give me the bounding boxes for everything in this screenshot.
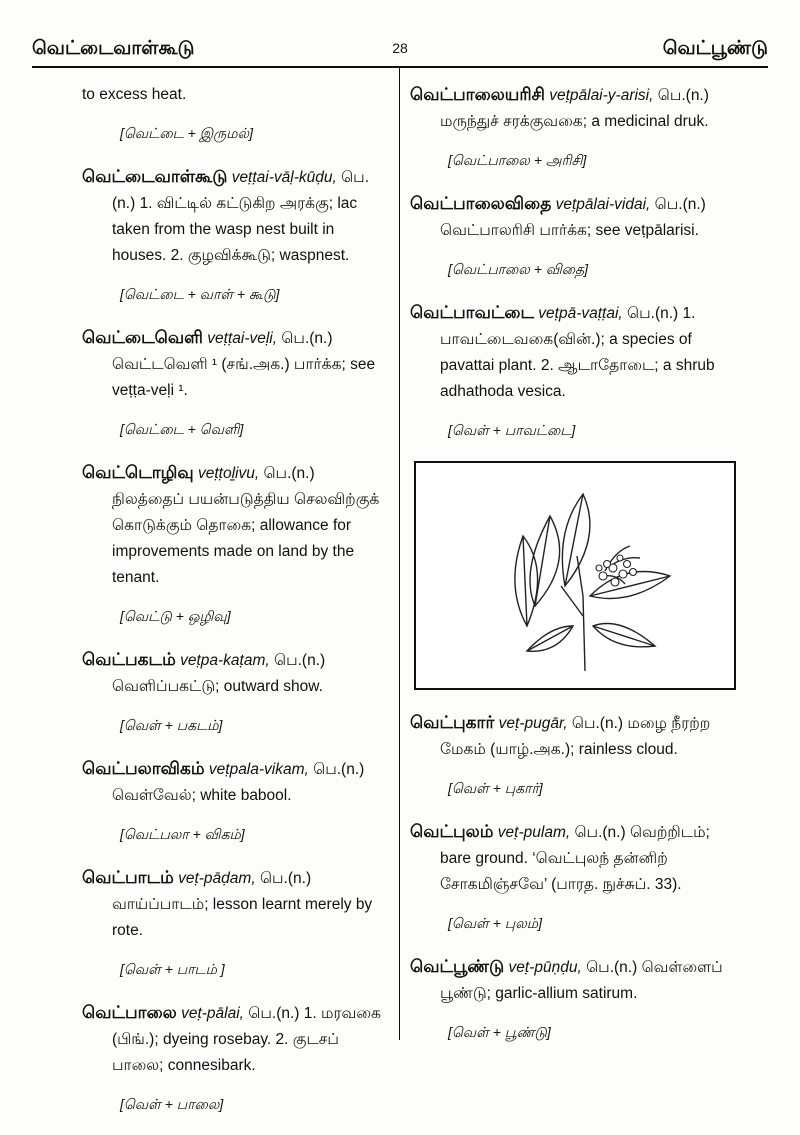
transliteration: veṭṭoḻivu, [198, 465, 260, 482]
dictionary-entry [82, 756, 387, 809]
etymology: [வெட்பாலை + அரிசி] [448, 152, 587, 168]
continuation-text: to excess heat. [82, 86, 187, 103]
headword: வெட்டொழிவு [82, 463, 194, 482]
etymology: [வெள் + பாடம் ] [120, 961, 225, 977]
header-right-guide-word: வெட்பூண்டு [662, 38, 768, 59]
dictionary-entry [410, 954, 740, 1007]
etymology: [வெட்டை + இருமல்] [120, 125, 254, 141]
headword: வெட்பூண்டு [410, 957, 505, 976]
dictionary-entry [410, 710, 740, 763]
headword: வெட்பாடம் [82, 868, 174, 887]
definition: நிலத்தைப் பயன்படுத்திய செலவிற்குக் கொடுக்கும் தொகை; allowance for improvements made on land by the tenant. [112, 491, 380, 586]
right-column [410, 82, 740, 1063]
dictionary-entry [410, 191, 740, 244]
header-left-guide-word: வெட்டைவாள்கூடு [32, 38, 195, 59]
part-of-speech: பெ.(n.) [586, 959, 638, 976]
part-of-speech: பெ.(n.) [259, 870, 312, 887]
dictionary-entry [410, 82, 740, 135]
headword: வெட்பாவட்டை [410, 303, 534, 322]
transliteration: veṭ-pāḍam, [178, 870, 256, 887]
headword: வெட்புகார் [410, 713, 495, 732]
dictionary-entry [82, 325, 387, 404]
etymology: [வெள் + பகடம்] [120, 717, 223, 733]
part-of-speech: பெ.(n.) [654, 196, 706, 213]
transliteration: veṭ-pulam, [497, 824, 571, 841]
transliteration: veṭṭai-vāḷ-kūḍu, [231, 169, 337, 186]
dictionary-entry [82, 865, 387, 944]
dictionary-entry [82, 460, 387, 591]
part-of-speech: பெ.(n.) [627, 305, 679, 322]
transliteration: veṭṭai-veḷi, [207, 330, 278, 347]
dictionary-entry [82, 647, 387, 700]
transliteration: veṭpa-kaṭam, [180, 652, 270, 669]
headword: வெட்புலம் [410, 822, 494, 841]
definition: வெளிப்பகட்டு; outward show. [112, 678, 323, 695]
etymology: [வெட்டு + ஒழிவு] [120, 608, 231, 624]
definition: வெள்ளைப் பூண்டு; garlic-allium satirum. [440, 959, 723, 1002]
definition: வெள்வேல்; white babool. [112, 787, 292, 804]
etymology: [வெள் + பாவட்டை] [448, 422, 576, 438]
etymology: [வெள் + பூண்டு] [448, 1024, 551, 1040]
definition: வெற்றிடம்; bare ground. ‘வெட்புலந் தன்னிற் சோகமிஞ்சவே’ (பாரத. நுச்சுப். 33). [440, 824, 710, 893]
headword: வெட்பாலை [82, 1003, 177, 1022]
definition: 1. விட்டில் கட்டுகிற அரக்கு; lac taken from the wasp nest built in houses. 2. குழவிக்கூடு; waspnest. [112, 195, 358, 264]
headword: வெட்பாலைவிதை [410, 194, 552, 213]
left-column [82, 82, 387, 1135]
transliteration: veṭpā-vaṭṭai, [538, 305, 623, 322]
etymology: [வெட்பாலை + விதை] [448, 261, 589, 277]
headword: வெட்டைவெளி [82, 328, 203, 347]
part-of-speech: பெ.(n.) [281, 330, 333, 347]
dictionary-entry [82, 1000, 387, 1079]
part-of-speech: பெ.(n.) [571, 715, 624, 732]
etymology: [வெட்டை + வாள் + கூடு] [120, 286, 280, 302]
definition: வாய்ப்பாடம்; lesson learnt merely by rote. [112, 896, 373, 939]
definition: வெட்டவெளி ¹ (சங்.அக.) பார்க்க; see veṭṭa-veḷi ¹. [112, 356, 376, 399]
part-of-speech: பெ.(n.) [574, 824, 626, 841]
part-of-speech: பெ.(n.) [112, 169, 370, 212]
part-of-speech: பெ.(n.) [274, 652, 326, 669]
etymology: [வெள் + புகார்] [448, 780, 543, 796]
part-of-speech: பெ.(n.) [263, 465, 315, 482]
dictionary-entry [410, 300, 740, 405]
definition: 1. பாவட்டைவகை(வின்.); a species of pavattai plant. 2. ஆடாதோடை; a shrub adhathoda vesica. [440, 305, 715, 400]
page-number: 28 [392, 40, 408, 56]
etymology: [வெள் + புலம்] [448, 915, 542, 931]
transliteration: veṭpālai-vidai, [555, 196, 651, 213]
dictionary-entry [410, 819, 740, 898]
definition: வெட்பாலரிசி பார்க்க; see veṭpālarisi. [440, 222, 699, 239]
etymology: [வெள் + பாலை] [120, 1096, 224, 1112]
part-of-speech: பெ.(n.) [248, 1005, 300, 1022]
part-of-speech: பெ.(n.) [313, 761, 365, 778]
transliteration: veṭ-pugār, [498, 715, 568, 732]
headword: வெட்பகடம் [82, 650, 176, 669]
transliteration: veṭ-pūṇḍu, [508, 959, 582, 976]
etymology: [வெட்பலா + விகம்] [120, 826, 245, 842]
page-header [32, 38, 768, 68]
dictionary-entry [82, 164, 387, 269]
definition: மருந்துச் சரக்குவகை; a medicinal druk. [440, 113, 709, 130]
definition: மழை நீரற்ற மேகம் (யாழ்.அக.); rainless cloud. [440, 715, 711, 758]
transliteration: veṭpala-vikam, [208, 761, 309, 778]
etymology: [வெட்டை + வெளி] [120, 421, 244, 437]
plant-illustration-icon [465, 476, 685, 676]
headword: வெட்பாலையரிசி [410, 85, 545, 104]
headword: வெட்பலாவிகம் [82, 759, 205, 778]
column-divider [399, 66, 400, 1040]
definition: 1. மரவகை (பிங்.); dyeing rosebay. 2. குடசப் பாலை; connesibark. [112, 1005, 381, 1074]
headword: வெட்டைவாள்கூடு [82, 167, 228, 186]
transliteration: veṭ-pālai, [181, 1005, 244, 1022]
transliteration: veṭpālai-y-arisi, [549, 87, 654, 104]
part-of-speech: பெ.(n.) [657, 87, 709, 104]
plant-figure [414, 461, 736, 690]
